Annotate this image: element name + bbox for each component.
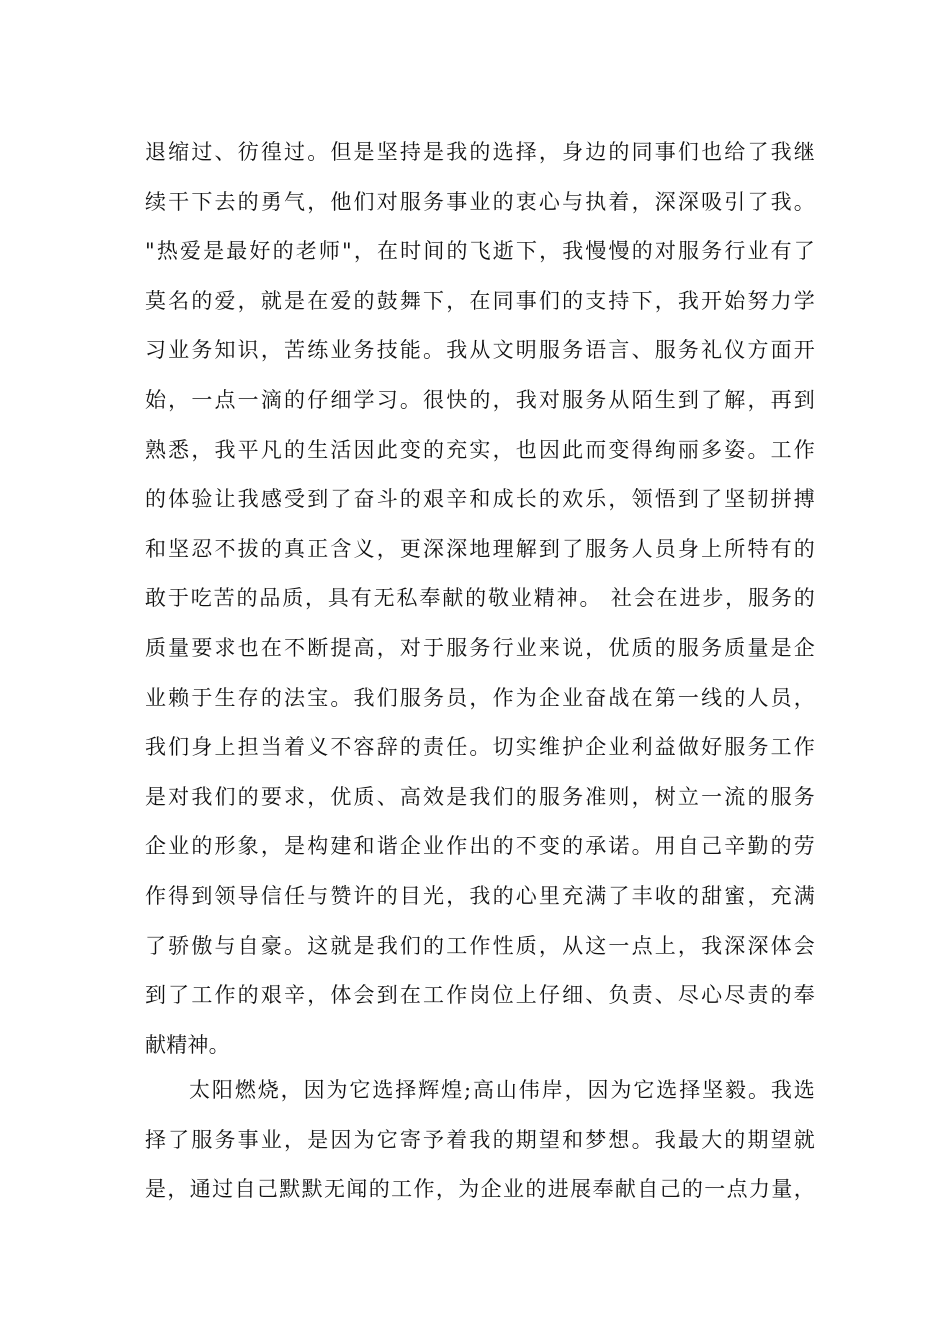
text-line: 作得到领导信任与赞许的目光，我的心里充满了丰收的甜蜜，充满 (145, 883, 815, 908)
text-line: 习业务知识，苦练业务技能。我从文明服务语言、服务礼仪方面开 (145, 338, 815, 363)
text-line: 质量要求也在不断提高，对于服务行业来说，优质的服务质量是企 (145, 635, 815, 660)
text-line: 业赖于生存的法宝。我们服务员，作为企业奋战在第一线的人员， (145, 685, 815, 710)
text-line: 敢于吃苦的品质，具有无私奉献的敬业精神。 社会在进步，服务的 (145, 586, 815, 611)
text-line: 退缩过、彷徨过。但是坚持是我的选择，身边的同事们也给了我继 (145, 140, 815, 164)
text-line: 到了工作的艰辛，体会到在工作岗位上仔细、负责、尽心尽责的奉 (145, 983, 815, 1008)
text-line: "热爱是最好的老师"，在时间的飞逝下，我慢慢的对服务行业有了 (145, 239, 815, 264)
text-line: 熟悉，我平凡的生活因此变的充实，也因此而变得绚丽多姿。工作 (145, 437, 815, 462)
paragraph-1 (145, 128, 815, 1070)
text-line: 和坚忍不拔的真正含义，更深深地理解到了服务人员身上所特有的 (145, 536, 815, 561)
text-line: 太阳燃烧，因为它选择辉煌;高山伟岸，因为它选择坚毅。我选 (189, 1078, 815, 1102)
text-line: 献精神。 (145, 1032, 230, 1057)
text-line: 是对我们的要求，优质、高效是我们的服务准则，树立一流的服务 (145, 784, 815, 809)
text-line: 莫名的爱，就是在爱的鼓舞下，在同事们的支持下，我开始努力学 (145, 288, 815, 313)
text-line: 续干下去的勇气，他们对服务事业的衷心与执着，深深吸引了我。 (145, 189, 815, 214)
text-line: 始，一点一滴的仔细学习。很快的，我对服务从陌生到了解，再到 (145, 387, 815, 412)
text-line: 的体验让我感受到了奋斗的艰辛和成长的欢乐，领悟到了坚韧拼搏 (145, 487, 815, 512)
text-line: 是，通过自己默默无闻的工作，为企业的进展奉献自己的一点力量， (145, 1177, 815, 1202)
text-line: 择了服务事业，是因为它寄予着我的期望和梦想。我最大的期望就 (145, 1127, 815, 1152)
paragraph-2 (145, 1066, 815, 1215)
text-line: 我们身上担当着义不容辞的责任。切实维护企业利益做好服务工作 (145, 735, 815, 760)
text-line: 企业的形象，是构建和谐企业作出的不变的承诺。用自己辛勤的劳 (145, 834, 815, 859)
text-line: 了骄傲与自豪。这就是我们的工作性质，从这一点上，我深深体会 (145, 933, 815, 958)
